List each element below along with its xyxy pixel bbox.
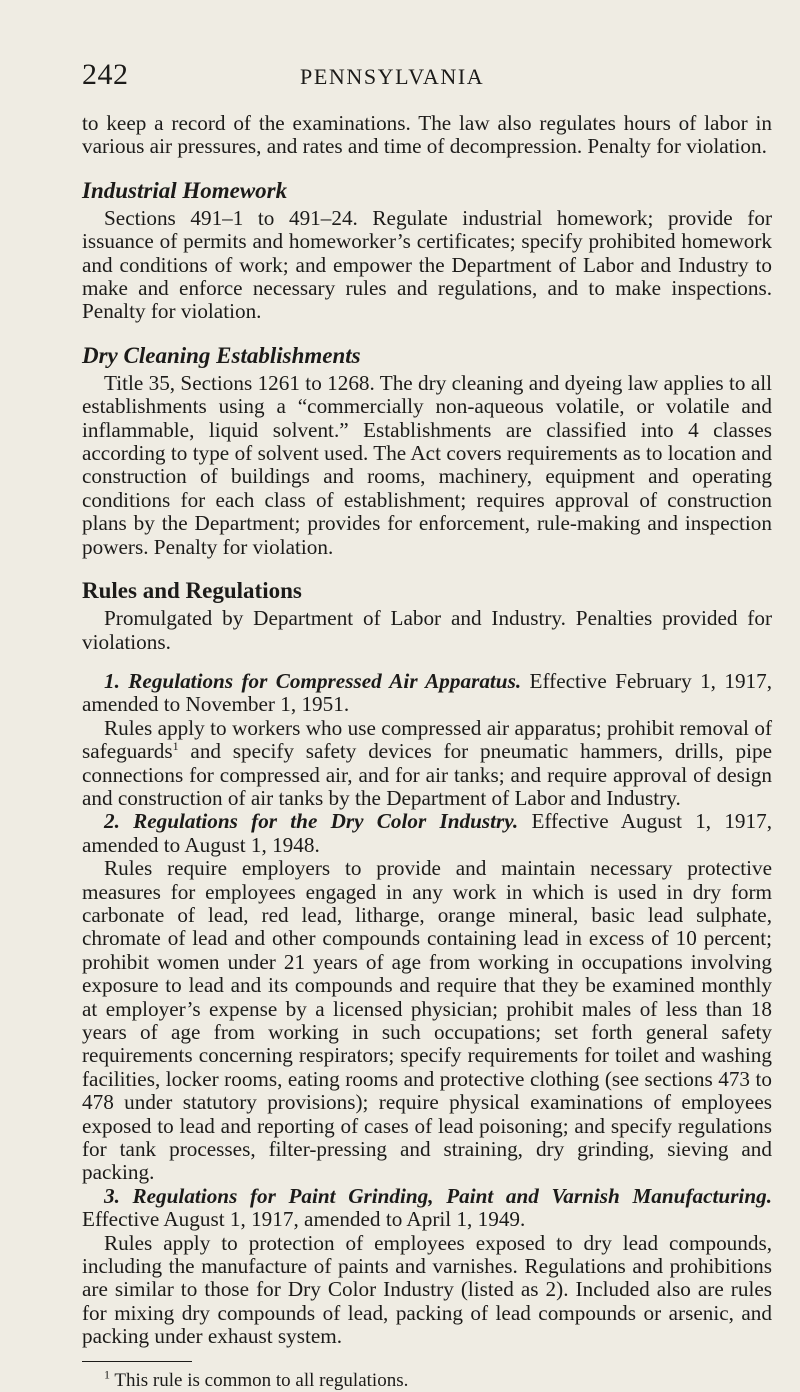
regulation-3-title: 3. Regulations for Paint Grinding, Paint and Varnish Manufacturing.: [104, 1183, 772, 1208]
section-text-dry-cleaning: Title 35, Sections 1261 to 1268. The dry cleaning and dyeing law applies to all establishments using a “commercially non-aqueous volatile, or volatile and inflammable, liquid solvent.” Establishments are classified into 4 classes according to type of solvent used. The Act covers requirements as to location and construction of buildings and rooms, machinery, equipment and operating conditions for each class of establishment; requires approval of construction plans by the Department; provides for enforcement, rule-making and inspection powers. Penalty for violation.: [82, 370, 772, 559]
section-text-rules-regulations: Promulgated by Department of Labor and Industry. Penalties provided for violations.: [82, 606, 772, 654]
intro-paragraph: to keep a record of the examinations. The law also regulates hours of labor in various air pressures, and rates and time of decompression. Penalty for violation.: [82, 111, 772, 159]
footnote-mark: 1: [104, 1367, 110, 1382]
footnote-text: This rule is common to all regulations.: [110, 1369, 409, 1391]
regulation-2-text: Rules require employers to provide and maintain necessary protective measures for employees engaged in any work in which is used in dry form carbonate of lead, red lead, litharge, orange mineral, basic lead sulphate, chromate of lead and other compounds containing lead in excess of 10 percent; prohibit women under 21 years of age from working in occupations involving exposure to lead and its compounds and require that they be examined monthly at employer’s expense by a licensed physician; prohibit males of less than 18 years of age from working in such occupations; set forth general safety requirements concerning respirators; specify requirements for toilet and washing facilities, locker rooms, eating rooms and protective clothing (see sections 473 to 478 under statutory provisions); require physical examinations of employees exposed to lead and reporting of cases of lead poisoning; and specify regulations for tank processes, filter-pressing and straining, dry grinding, sieving and packing.: [82, 856, 772, 1185]
regulation-1-effective: Effective February 1, 1917, amended to November 1, 1951.: [82, 668, 773, 717]
regulation-2-heading: [82, 810, 772, 857]
section-heading-industrial-homework: Industrial Homework: [82, 177, 288, 203]
regulation-2-title: 2. Regulations for the Dry Color Industry.: [104, 809, 519, 834]
page-number: 242: [82, 58, 129, 91]
footnote-reference: 1: [172, 739, 179, 754]
regulation-1-text: [82, 717, 772, 811]
section-text-industrial-homework: Sections 491–1 to 491–24. Regulate industrial homework; provide for issuance of permits and homeworker’s certificates; specify prohibited homework and conditions of work; and empower the Department of Labor and Industry to make and enforce necessary rules and regulations, and to make inspections. Penalty for violation.: [82, 205, 772, 324]
footnote-divider: [82, 1361, 192, 1362]
regulation-3-effective: Effective August 1, 1917, amended to April 1, 1949.: [82, 1207, 526, 1232]
section-heading-dry-cleaning: Dry Cleaning Establishments: [82, 342, 361, 368]
regulation-1-title: 1. Regulations for Compressed Air Apparatus.: [104, 668, 522, 693]
footnote: [82, 1367, 772, 1392]
page-header: [82, 58, 696, 98]
regulation-1-text-part-2: and specify safety devices for pneumatic hammers, drills, pipe connections for compressed air, and for air tanks; and require approval of design and construction of air tanks by the Department of Labor and Industry.: [82, 739, 772, 810]
running-head: PENNSYLVANIA: [300, 64, 485, 89]
section-heading-rules-regulations: Rules and Regulations: [82, 578, 302, 604]
regulation-3-text: Rules apply to protection of employees exposed to dry lead compounds, including the manufacture of paints and varnishes. Regulations and prohibitions are similar to those for Dry Color Industry (listed as 2). Included also are rules for mixing dry compounds of lead, packing of lead compounds or arsenic, and packing under exhaust system.: [82, 1230, 772, 1349]
regulation-3-heading: [82, 1185, 772, 1232]
regulation-1-text-part-1: Rules apply to workers who use compressed air apparatus; prohibit removal of safeguards: [82, 715, 772, 764]
regulation-1-heading: [82, 670, 772, 717]
page-body: [82, 112, 772, 1392]
regulation-2-effective: Effective August 1, 1917, amended to August 1, 1948.: [82, 809, 773, 857]
